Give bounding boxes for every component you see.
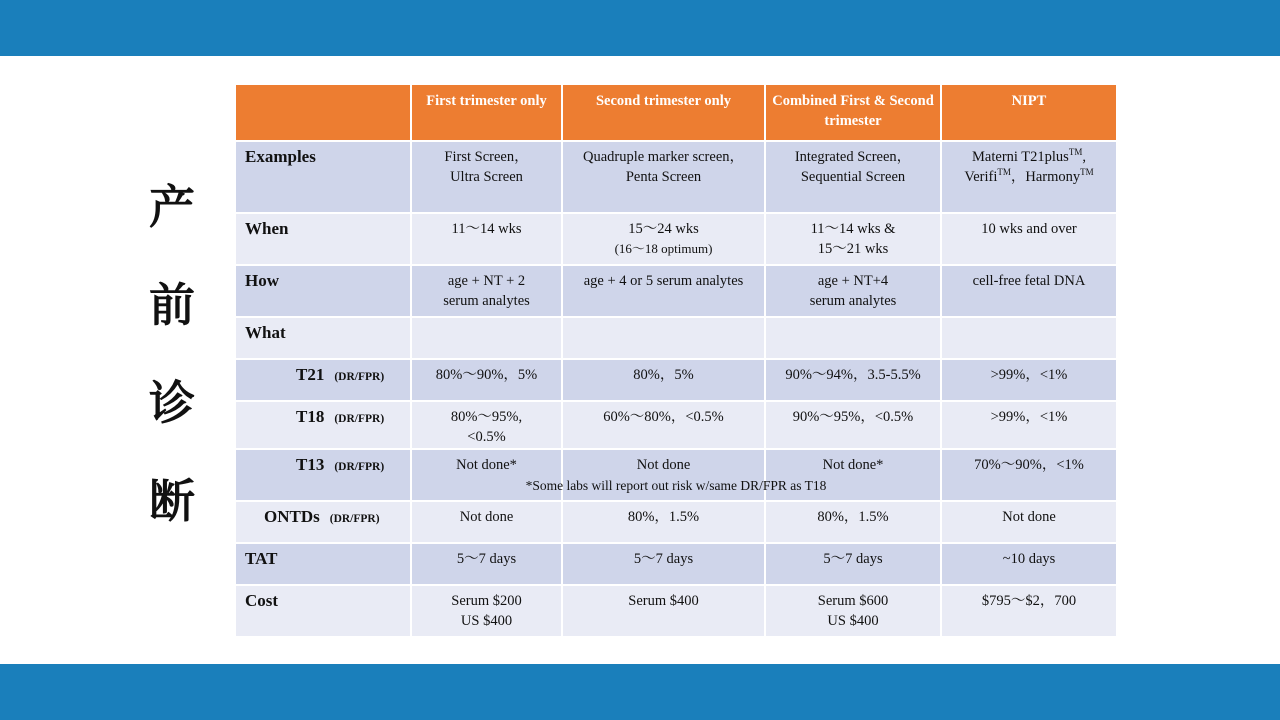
- row-ontds: [235, 501, 1117, 543]
- table-cell: 60%～80%，<0.5%: [562, 401, 765, 449]
- header-first-trimester: First trimester only: [411, 84, 562, 141]
- table-cell: 80%，5%: [562, 359, 765, 401]
- table-cell: [411, 317, 562, 359]
- row-label: How: [235, 265, 411, 317]
- row-label: T18 (DR/FPR): [235, 401, 411, 449]
- header-cell-empty: [235, 84, 411, 141]
- row-label: TAT: [235, 543, 411, 585]
- table-cell: 11～14 wks & 15～21 wks: [765, 213, 941, 265]
- table-cell: Not done: [562, 449, 765, 501]
- table-cell: age + 4 or 5 serum analytes: [562, 265, 765, 317]
- table-cell: 80%，1.5%: [765, 501, 941, 543]
- table-cell: Serum $600 US $400: [765, 585, 941, 637]
- table-cell: Not done* *Some labs will report out risk w/same DR/FPR as T18: [411, 449, 562, 501]
- table-cell: Not done: [411, 501, 562, 543]
- table-cell: [765, 317, 941, 359]
- table-cell: 70%～90%，<1%: [941, 449, 1117, 501]
- table-cell: ~10 days: [941, 543, 1117, 585]
- table-cell: Not done*: [765, 449, 941, 501]
- table-cell: 5～7 days: [562, 543, 765, 585]
- row-when: [235, 213, 1117, 265]
- row-t13: [235, 449, 1117, 501]
- table-cell: >99%，<1%: [941, 401, 1117, 449]
- row-label: Cost: [235, 585, 411, 637]
- screening-comparison-table: [234, 83, 1118, 638]
- table-cell: Materni T21plus™, Verifi™，Harmony™: [941, 141, 1117, 213]
- row-tat: [235, 543, 1117, 585]
- title-char: 断: [149, 474, 195, 528]
- table-cell: Integrated Screen， Sequential Screen: [765, 141, 941, 213]
- table-cell: 5～7 days: [765, 543, 941, 585]
- row-label: When: [235, 213, 411, 265]
- table-cell: 15～24 wks (16～18 optimum): [562, 213, 765, 265]
- table-cell: Not done: [941, 501, 1117, 543]
- row-examples: [235, 141, 1117, 213]
- table-cell: [562, 317, 765, 359]
- row-how: [235, 265, 1117, 317]
- title-char: 诊: [149, 376, 195, 430]
- table-cell: age + NT+4 serum analytes: [765, 265, 941, 317]
- table-cell: 5～7 days: [411, 543, 562, 585]
- table-cell: Quadruple marker screen， Penta Screen: [562, 141, 765, 213]
- row-label: What: [235, 317, 411, 359]
- header-nipt: NIPT: [941, 84, 1117, 141]
- t13-footnote: *Some labs will report out risk w/same DR/FPR as T18: [525, 478, 827, 493]
- row-t21: [235, 359, 1117, 401]
- table-cell: [941, 317, 1117, 359]
- title-char: 产: [149, 180, 195, 234]
- header-combined: Combined First & Second trimester: [765, 84, 941, 141]
- table-cell: Serum $200 US $400: [411, 585, 562, 637]
- table-cell: cell-free fetal DNA: [941, 265, 1117, 317]
- top-banner: [0, 0, 1280, 56]
- row-label: T13 (DR/FPR): [235, 449, 411, 501]
- row-cost: [235, 585, 1117, 637]
- table-cell: 90%～94%，3.5-5.5%: [765, 359, 941, 401]
- row-t18: [235, 401, 1117, 449]
- table-cell: 80%～90%，5%: [411, 359, 562, 401]
- table-cell: Serum $400: [562, 585, 765, 637]
- title-char: 前: [149, 278, 195, 332]
- table-cell: $795～$2，700: [941, 585, 1117, 637]
- table-cell: 90%～95%，<0.5%: [765, 401, 941, 449]
- table-cell: age + NT + 2 serum analytes: [411, 265, 562, 317]
- table-cell: First Screen， Ultra Screen: [411, 141, 562, 213]
- row-what: [235, 317, 1117, 359]
- table-cell: 11～14 wks: [411, 213, 562, 265]
- bottom-banner: [0, 664, 1280, 720]
- row-label: Examples: [235, 141, 411, 213]
- table-cell: 10 wks and over: [941, 213, 1117, 265]
- header-second-trimester: Second trimester only: [562, 84, 765, 141]
- vertical-title: [140, 180, 204, 528]
- row-label: ONTDs (DR/FPR): [235, 501, 411, 543]
- row-label: T21 (DR/FPR): [235, 359, 411, 401]
- table-cell: >99%，<1%: [941, 359, 1117, 401]
- table-cell: 80%～95%, <0.5%: [411, 401, 562, 449]
- table-cell: 80%，1.5%: [562, 501, 765, 543]
- header-row: [235, 84, 1117, 141]
